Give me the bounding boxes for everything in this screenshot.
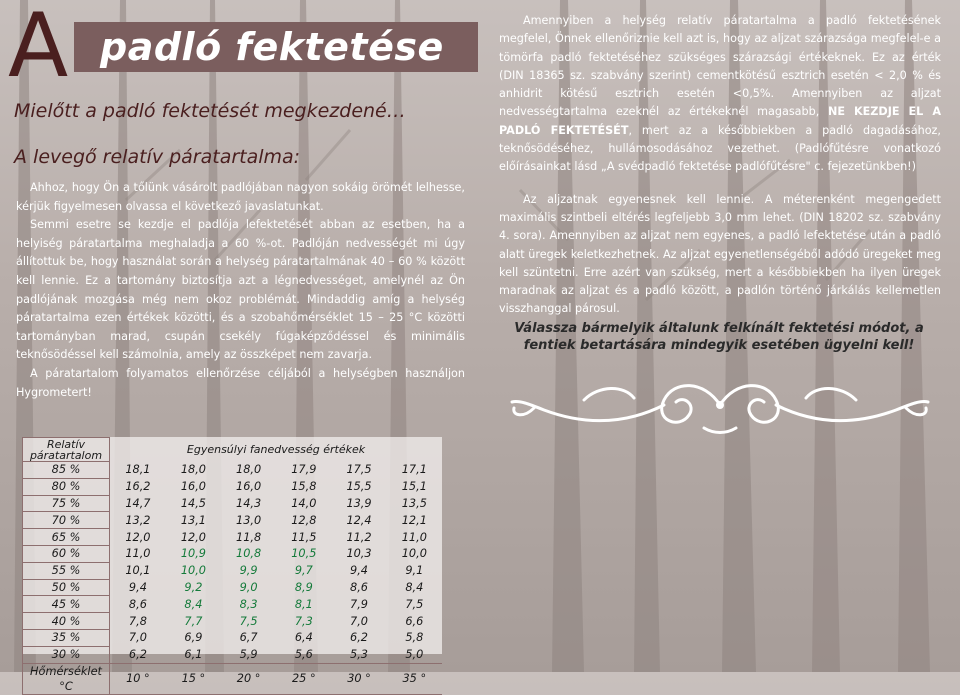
humidity-label: 35 % [23,629,110,646]
subfloor-flatness-paragraph: Az aljzatnak egyenesnek kell lennie. A méterenként megengedett maximális szintbeli eltérés legfeljebb 3,0 mm lehet. (DIN 18202 sz. szabvány 4. sora). Amennyiben az aljzat nem egyenes, a padló lefektetése után a padló alatt üregek keletkezhetnek. Az aljzat egyenetlenségéből adódó üregeket meg kell szüntetni. Erre azért van szükség, mert a későbbiekben ha ilyen üregek maradnak az aljzat és a padló között, a padlón történő járkálás kellemetlen visszhanggal párosul. [499,192,941,316]
moisture-value: 11,8 [236,530,262,544]
table-row [23,462,443,479]
moisture-value: 15,8 [291,480,317,494]
table-header-row [23,438,443,462]
table-row [23,613,443,630]
moisture-value: 8,3 [239,597,258,611]
moisture-value: 6,9 [184,631,203,645]
callout-note: Válassza bármelyik általunk felkínált fektetési módot, a fentiek betartására mindegyik esetében ügyelni kell! [514,321,924,353]
moisture-value: 18,0 [236,463,262,477]
moisture-value: 6,7 [239,631,258,645]
temperature-label: Hőmérséklet °C [23,663,110,694]
moisture-value: 11,0 [401,530,427,544]
moisture-value: 11,0 [125,547,151,561]
table-row [23,579,443,596]
moisture-value: 8,1 [294,597,313,611]
temperature-value: 35 ° [387,663,442,694]
moisture-value: 10,9 [180,547,206,561]
table-row [23,495,443,512]
moisture-value: 17,9 [291,463,317,477]
table-row [23,529,443,546]
table-row [23,545,443,562]
temperature-value: 15 ° [166,663,221,694]
moisture-value: 14,0 [291,496,317,510]
moisture-value: 10,5 [291,547,317,561]
moisture-value: 9,0 [239,580,258,594]
table-row [23,629,443,646]
subfloor-text-column [499,12,941,319]
moisture-value: 9,7 [294,564,313,578]
subfloor-dryness-paragraph [499,12,941,177]
humidity-label: 40 % [23,613,110,630]
moisture-value: 10,8 [236,547,262,561]
moisture-value: 16,0 [180,480,206,494]
moisture-value: 5,6 [294,647,313,661]
table-row [23,478,443,495]
moisture-value: 7,7 [184,614,203,628]
wood-moisture-table [22,437,442,695]
title-initial-letter: A [8,0,69,97]
temperature-value: 30 ° [331,663,386,694]
moisture-value: 6,2 [128,647,147,661]
moisture-value: 14,5 [180,496,206,510]
moisture-value: 9,4 [350,564,368,578]
humidity-label: 60 % [23,545,110,562]
moisture-value: 5,3 [350,647,368,661]
moisture-value: 9,9 [239,564,258,578]
row-header-title: Relatív páratartalom [23,438,110,462]
section-heading-before-laying: Mielőtt a padló fektetését megkezdené… [14,100,406,122]
moisture-value: 18,1 [125,463,151,477]
moisture-value: 10,0 [401,547,427,561]
moisture-value: 10,1 [125,564,151,578]
moisture-value: 7,8 [128,614,147,628]
temperature-value: 20 ° [221,663,276,694]
moisture-value: 11,5 [291,530,317,544]
humidity-label: 55 % [23,562,110,579]
moisture-value: 7,9 [350,597,368,611]
section-heading-humidity: A levegő relatív páratartalma: [14,146,301,168]
humidity-label: 70 % [23,512,110,529]
moisture-value: 7,0 [128,631,147,645]
page-title: padló fektetése [100,25,444,69]
moisture-value: 9,1 [405,564,424,578]
moisture-value: 11,2 [346,530,372,544]
temperature-value: 10 ° [110,663,166,694]
temperature-value: 25 ° [276,663,331,694]
moisture-value: 5,9 [239,647,258,661]
moisture-value: 12,0 [125,530,151,544]
moisture-value: 14,7 [125,496,151,510]
humidity-label: 85 % [23,462,110,479]
table-row [23,596,443,613]
moisture-value: 10,3 [346,547,372,561]
moisture-value: 7,0 [350,614,368,628]
moisture-value: 8,4 [405,580,424,594]
moisture-value: 13,1 [180,513,206,527]
moisture-value: 7,5 [239,614,258,628]
moisture-value: 8,9 [294,580,313,594]
intro-paragraph: Ahhoz, hogy Ön a tőlünk vásárolt padlójában nagyon sokáig örömét lelhesse, kérjük figyelmesen olvassa el következő javaslatunkat. [16,181,465,213]
moisture-value: 8,6 [128,597,147,611]
humidity-label: 65 % [23,529,110,546]
humidity-label: 75 % [23,495,110,512]
moisture-value: 15,5 [346,480,372,494]
moisture-value: 13,2 [125,513,151,527]
table-row [23,562,443,579]
moisture-value: 13,0 [236,513,262,527]
humidity-text-column [16,179,465,402]
moisture-value: 13,5 [401,496,427,510]
table-row [23,646,443,663]
moisture-value: 5,0 [405,647,424,661]
humidity-label: 50 % [23,579,110,596]
moisture-value: 12,0 [180,530,206,544]
table-row [23,512,443,529]
moisture-value: 10,0 [180,564,206,578]
moisture-value: 12,1 [401,513,427,527]
humidity-paragraph: Semmi esetre se kezdje el padlója lefektetését abban az esetben, ha a helyiség páratartalma meghaladja a 60 %-ot. Padlóján nedvességét mi úgy állítottuk be, hogy használat során a helység páratartalmának 40 – 60 % között kell lennie. Ez a tartomány biztosítja azt a légnedvességet, amelynél az Ön padlójának mozgása még nem okoz problémát. Mindaddig amíg a helység páratartalma ezen értékek közötti, és a szobahőmérséklet 15 – 25 °C közötti tartományban marad, csupán csekély fúgaképződéssel és minimális teknősödéssel kell számolnia, amely az összképet nem zavarja. [16,218,465,362]
moisture-value: 9,4 [128,580,147,594]
humidity-label: 30 % [23,646,110,663]
moisture-value: 16,0 [236,480,262,494]
column-header-title: Egyensúlyi fanedvesség értékek [186,443,366,456]
moisture-table-panel [22,437,442,693]
moisture-value: 7,5 [405,597,424,611]
moisture-value: 14,3 [236,496,262,510]
moisture-value: 15,1 [401,480,427,494]
moisture-value: 6,2 [350,631,368,645]
humidity-label: 45 % [23,596,110,613]
hygrometer-paragraph: A páratartalom folyamatos ellenőrzése céljából a helységben használjon Hygrometert! [16,366,465,399]
moisture-value: 8,6 [350,580,368,594]
moisture-value: 12,8 [291,513,317,527]
moisture-value: 5,8 [405,631,424,645]
dryness-text-end: , mert az a későbbiekben a padló dagadásához, teknősödéséhez, hullámosodásához vezethet. (Padlófűtésre vonatkozó előírásainkat lásd „A svédpadló fektetése padlófűtésre" c. fejezetünkben!) [499,123,941,174]
moisture-value: 13,9 [346,496,372,510]
decorative-ornament-icon [504,370,936,440]
moisture-value: 6,4 [294,631,313,645]
moisture-value: 7,3 [294,614,313,628]
moisture-value: 6,6 [405,614,424,628]
moisture-value: 8,4 [184,597,203,611]
moisture-value: 6,1 [184,647,203,661]
moisture-value: 18,0 [180,463,206,477]
moisture-value: 16,2 [125,480,151,494]
moisture-value: 17,5 [346,463,372,477]
moisture-value: 17,1 [401,463,427,477]
moisture-value: 9,2 [184,580,203,594]
temperature-row [23,663,443,694]
dryness-text: Amennyiben a helység relatív páratartalma a padló fektetésének megfelel, Önnek ellenőriznie kell azt is, hogy az aljzat szárazsága megfelel-e a tömörfa padló fektetéséhez szükséges szárazsági értékeknek. Ez az érték (DIN 18365 sz. szabvány szerint) cementkötésű esztrich esetén < 2,0 % és anhidrit kötésű esztrich esetén <0,5%. Amennyiben az aljzat nedvességtartalma ezeknél az értékeknél magasabb, [499,14,941,119]
humidity-label: 80 % [23,478,110,495]
warning-text: NE KEZDJE EL A PADLÓ FEKTETÉSÉT [499,105,941,137]
moisture-value: 12,4 [346,513,372,527]
